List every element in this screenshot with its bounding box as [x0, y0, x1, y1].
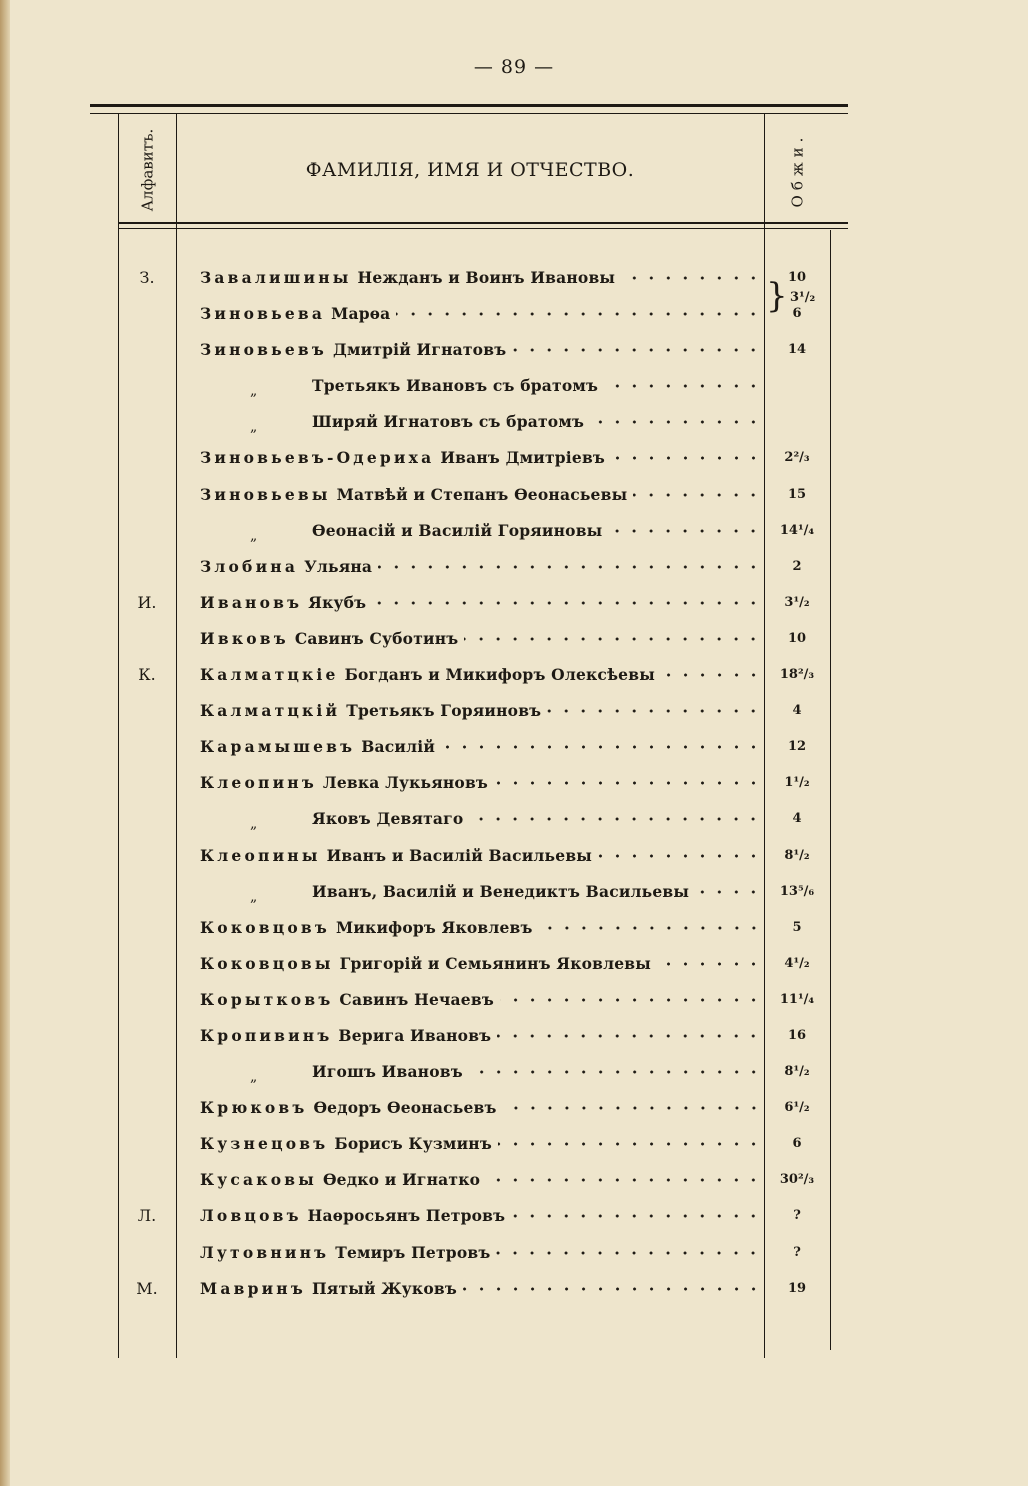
alphabet-letter	[118, 477, 176, 513]
obzh-value: 2²/₃	[784, 450, 810, 466]
alphabet-letter	[118, 946, 176, 982]
surname: Лутовнинъ	[200, 1242, 330, 1262]
alphabet-letter	[118, 332, 176, 368]
table-row	[90, 1271, 848, 1307]
table-row	[90, 874, 848, 910]
dot-leader	[512, 332, 762, 368]
table-row	[90, 440, 848, 476]
header-rule-thin	[118, 228, 848, 229]
name-entry	[200, 477, 762, 513]
table-row	[90, 1162, 848, 1198]
dot-leader	[463, 1271, 762, 1307]
surname: Мавринъ	[200, 1278, 306, 1298]
obzh-value: 12	[787, 739, 807, 755]
ditto-mark: „	[250, 419, 258, 436]
alphabet-letter: И.	[137, 592, 157, 612]
given-names: Иванъ Дмитріевъ	[440, 448, 606, 468]
name-entry	[200, 1235, 762, 1271]
table-row	[90, 332, 848, 368]
dot-leader	[633, 477, 762, 513]
obzh-value	[764, 368, 830, 404]
header-obzh-label: Обжи.	[788, 132, 806, 208]
dot-leader	[608, 513, 762, 549]
obzh-value: 5	[792, 919, 802, 935]
dot-leader	[497, 1018, 762, 1054]
table-row	[90, 296, 848, 332]
alphabet-letter	[118, 874, 176, 910]
obzh-value: 4¹/₂	[784, 955, 810, 971]
name-entry	[200, 1090, 762, 1126]
name-entry	[200, 982, 762, 1018]
surname: Клеопины	[200, 845, 321, 865]
name-entry	[200, 1126, 762, 1162]
given-names: Темиръ Петровъ	[335, 1242, 491, 1262]
alphabet-letter	[118, 838, 176, 874]
name-entry	[200, 946, 762, 982]
given-names: Василій	[361, 737, 436, 757]
given-names: Ѳедко и Игнатко	[322, 1170, 481, 1190]
given-names: Якубъ	[308, 592, 367, 612]
dot-leader	[695, 874, 762, 910]
given-names: Яковъ Девятаго	[312, 809, 464, 829]
dot-leader	[547, 693, 762, 729]
name-entry	[250, 874, 762, 910]
given-names: Наѳросьянъ Петровъ	[307, 1206, 506, 1226]
obzh-value: 4	[792, 703, 802, 719]
alphabet-letter	[118, 513, 176, 549]
alphabet-letter	[118, 296, 176, 332]
given-names: Марѳа	[331, 304, 391, 324]
given-names: Ѳеонасій и Василій Горяиновы	[312, 520, 603, 540]
page-edge	[0, 0, 10, 1486]
alphabet-letter	[118, 1162, 176, 1198]
surname: Кропивинъ	[200, 1025, 333, 1045]
entry-list	[90, 260, 848, 1307]
given-names: Левка Лукьяновъ	[322, 773, 489, 793]
header-alphabet	[120, 120, 174, 220]
dot-leader	[494, 765, 762, 801]
obzh-value: 18²/₃	[779, 667, 815, 683]
obzh-value: 11¹/₄	[779, 991, 815, 1007]
obzh-value: 30²/₃	[779, 1172, 815, 1188]
obzh-value: 15	[787, 486, 807, 502]
alphabet-letter	[118, 404, 176, 440]
name-entry	[250, 404, 762, 440]
obzh-value: 14	[787, 342, 807, 358]
header-alphabet-label: Алфавитъ.	[138, 128, 156, 212]
name-entry	[200, 765, 762, 801]
given-names: Савинъ Нечаевъ	[339, 989, 494, 1009]
top-rule-thin	[90, 113, 848, 114]
header-title: ФАМИЛІЯ, ИМЯ И ОТЧЕСТВО.	[305, 159, 635, 181]
alphabet-letter	[118, 1126, 176, 1162]
given-names: Савинъ Суботинъ	[294, 628, 459, 648]
name-entry	[200, 1018, 762, 1054]
alphabet-letter	[118, 801, 176, 837]
brace-icon: }	[766, 276, 788, 316]
surname: Ивановъ	[200, 592, 303, 612]
alphabet-letter	[118, 1090, 176, 1126]
alphabet-letter	[118, 982, 176, 1018]
surname: Калматцкіе	[200, 665, 339, 685]
obzh-value: 10	[787, 630, 807, 646]
dot-leader	[498, 1126, 762, 1162]
surname: Зиновьевъ-Одериха	[200, 448, 435, 468]
given-names: Дмитрій Игнатовъ	[332, 340, 507, 360]
table-row	[90, 910, 848, 946]
surname: Завалишины	[200, 268, 352, 287]
obzh-value: 2	[792, 558, 802, 574]
surname: Коковцовъ	[200, 917, 330, 937]
ditto-mark: „	[250, 383, 258, 400]
table-row	[90, 368, 848, 404]
dot-leader	[441, 729, 762, 765]
name-entry	[200, 1271, 762, 1307]
name-entry	[250, 513, 762, 549]
table-row	[90, 1090, 848, 1126]
obzh-value: ?	[793, 1244, 801, 1260]
dot-leader	[372, 585, 762, 621]
table-row	[90, 982, 848, 1018]
surname: Корытковъ	[200, 989, 334, 1009]
table-row	[90, 946, 848, 982]
obzh-value: 6¹/₂	[784, 1100, 810, 1116]
dot-leader	[611, 440, 762, 476]
name-entry	[250, 801, 762, 837]
name-entry	[200, 585, 762, 621]
surname: Карамышевъ	[200, 737, 356, 757]
given-names: Ульяна	[304, 556, 373, 576]
given-names: Нежданъ и Воинъ Ивановы	[357, 268, 616, 287]
table-row	[90, 1198, 848, 1234]
dot-leader	[464, 621, 762, 657]
obzh-value: 13⁵/₆	[779, 883, 815, 899]
dot-leader	[598, 838, 762, 874]
surname: Ивковъ	[200, 628, 289, 648]
name-entry	[200, 1162, 762, 1198]
alphabet-letter	[118, 440, 176, 476]
dot-leader	[396, 296, 762, 332]
alphabet-letter	[118, 729, 176, 765]
alphabet-letter: З.	[139, 268, 155, 287]
alphabet-letter	[118, 693, 176, 729]
given-names: Третьякъ Горяиновъ	[346, 701, 542, 721]
obzh-value: 14¹/₄	[779, 522, 815, 538]
dot-leader	[604, 368, 762, 404]
table-row	[90, 549, 848, 585]
given-names: Микифоръ Яковлевъ	[336, 917, 533, 937]
table-row	[90, 1018, 848, 1054]
dot-leader	[657, 946, 762, 982]
obzh-value: 1¹/₂	[784, 775, 810, 791]
alphabet-letter	[118, 1018, 176, 1054]
name-entry	[250, 368, 762, 404]
surname: Зиновьевъ	[200, 340, 327, 360]
name-entry	[200, 693, 762, 729]
brace-group	[764, 264, 830, 328]
given-names: Верига Ивановъ	[338, 1025, 492, 1045]
alphabet-letter	[118, 765, 176, 801]
surname: Зиновьевы	[200, 484, 331, 504]
table-row	[90, 621, 848, 657]
name-entry	[200, 910, 762, 946]
page-number: — 89 —	[473, 56, 555, 78]
name-entry	[200, 332, 762, 368]
dot-leader	[496, 1235, 762, 1271]
table-row	[90, 513, 848, 549]
table-row	[90, 404, 848, 440]
alphabet-letter	[118, 1054, 176, 1090]
alphabet-letter	[118, 621, 176, 657]
dot-leader	[378, 549, 762, 585]
name-entry	[200, 549, 762, 585]
table-row	[90, 260, 848, 296]
name-entry	[200, 1198, 762, 1234]
surname: Крюковъ	[200, 1098, 308, 1118]
dot-leader	[503, 1090, 762, 1126]
alphabet-letter: Л.	[137, 1206, 157, 1226]
name-entry	[250, 1054, 762, 1090]
surname: Злобина	[200, 556, 299, 576]
name-entry	[200, 440, 762, 476]
dot-leader	[500, 982, 762, 1018]
name-entry	[200, 296, 762, 332]
given-names: Григорій и Семьянинъ Яковлевы	[339, 953, 651, 973]
surname: Коковцовы	[200, 953, 334, 973]
obzh-value: 19	[787, 1280, 807, 1296]
obzh-value: 8¹/₂	[784, 847, 810, 863]
table-row	[90, 585, 848, 621]
obzh-value: 4	[792, 811, 802, 827]
given-names: Матвѣй и Степанъ Ѳеонасьевы	[336, 484, 628, 504]
dot-leader	[661, 657, 762, 693]
given-names: Игошъ Ивановъ	[312, 1062, 463, 1082]
top-rule	[90, 104, 848, 107]
obzh-value: 10	[787, 270, 807, 285]
obzh-value: 8¹/₂	[784, 1064, 810, 1080]
given-names: Ѳедоръ Ѳеонасьевъ	[313, 1098, 497, 1118]
obzh-value: 16	[787, 1027, 807, 1043]
surname: Ловцовъ	[200, 1206, 302, 1226]
obzh-value	[764, 404, 830, 440]
alphabet-letter	[118, 549, 176, 585]
dot-leader	[469, 801, 762, 837]
ditto-mark: „	[250, 888, 258, 905]
name-entry	[200, 729, 762, 765]
obzh-value: ?	[793, 1208, 801, 1224]
table-row	[90, 729, 848, 765]
given-names: Третьякъ Ивановъ съ братомъ	[312, 376, 599, 396]
table-row	[90, 477, 848, 513]
surname: Калматцкій	[200, 701, 341, 721]
obzh-value: 6	[792, 1136, 802, 1152]
given-names: Борисъ Кузминъ	[334, 1134, 492, 1154]
given-names: Пятый Жуковъ	[311, 1278, 457, 1298]
dot-leader	[621, 260, 762, 296]
surname: Зиновьева	[200, 304, 326, 324]
given-names: Иванъ и Василій Васильевы	[326, 845, 593, 865]
alphabet-letter	[118, 910, 176, 946]
name-entry	[200, 657, 762, 693]
surname: Клеопинъ	[200, 773, 317, 793]
dot-leader	[486, 1162, 762, 1198]
ditto-mark: „	[250, 527, 258, 544]
alphabet-letter	[118, 368, 176, 404]
obzh-value: 3¹/₂	[784, 594, 810, 610]
ditto-mark: „	[250, 816, 258, 833]
table-row	[90, 765, 848, 801]
dot-leader	[539, 910, 762, 946]
dot-leader	[469, 1054, 762, 1090]
table-row	[90, 657, 848, 693]
given-names: Богданъ и Микифоръ Олексѣевы	[344, 665, 655, 685]
ditto-mark: „	[250, 1069, 258, 1086]
header-obzh	[764, 120, 830, 220]
table-row	[90, 1235, 848, 1271]
dot-leader	[590, 404, 762, 440]
table-row	[90, 1054, 848, 1090]
name-entry	[200, 621, 762, 657]
alphabet-letter: М.	[136, 1278, 158, 1298]
dot-leader	[511, 1198, 762, 1234]
given-names: Иванъ, Василій и Венедиктъ Васильевы	[312, 881, 690, 901]
brace-group-value: 3¹/₂	[790, 290, 816, 305]
table-row	[90, 801, 848, 837]
alphabet-letter	[118, 1235, 176, 1271]
obzh-value: 6	[792, 306, 802, 322]
name-entry	[200, 838, 762, 874]
alphabet-letter: К.	[138, 665, 156, 685]
name-entry	[200, 260, 762, 296]
table-row	[90, 838, 848, 874]
header-rule	[118, 222, 848, 224]
surname: Кусаковы	[200, 1170, 317, 1190]
table-row	[90, 1126, 848, 1162]
register-table	[90, 104, 848, 1358]
table-row	[90, 693, 848, 729]
surname: Кузнецовъ	[200, 1134, 329, 1154]
given-names: Ширяй Игнатовъ съ братомъ	[312, 412, 585, 432]
